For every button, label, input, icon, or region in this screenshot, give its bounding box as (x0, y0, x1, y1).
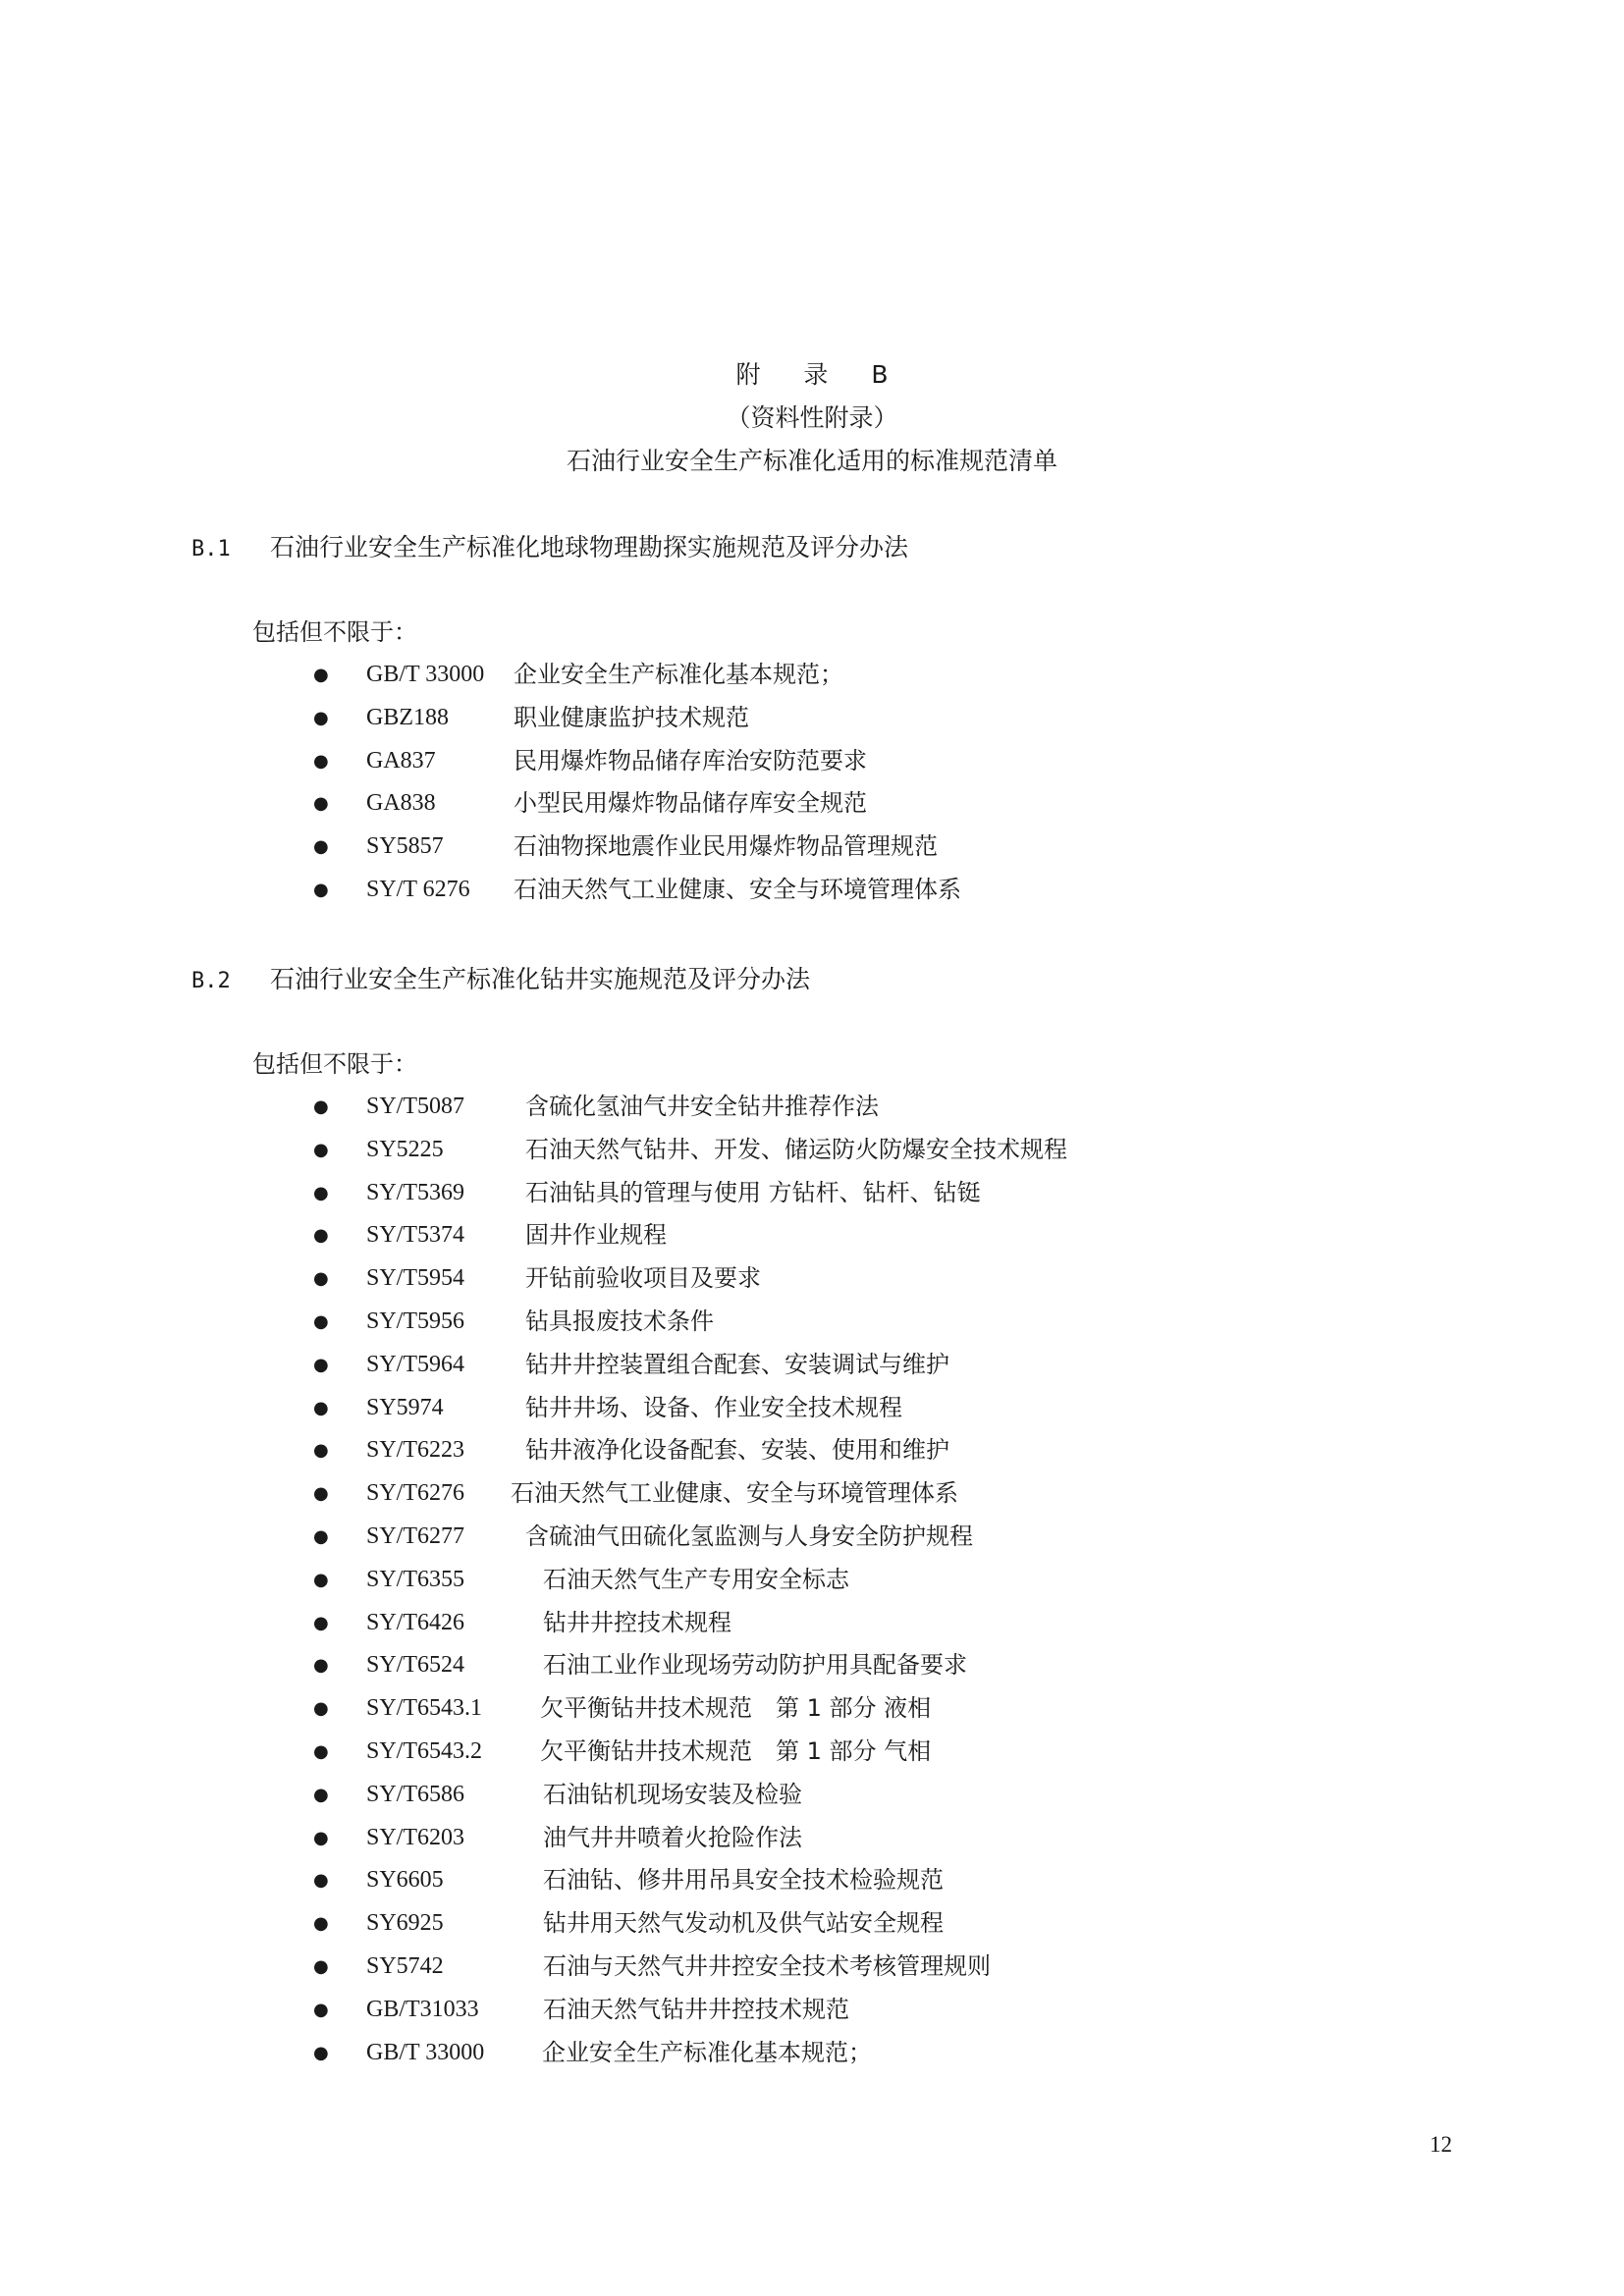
standard-code: SY/T6543.2 (366, 1737, 483, 1764)
standard-code: SY/T5954 (366, 1265, 465, 1292)
bullet-icon: ● (313, 793, 329, 815)
list-item (191, 1516, 1468, 1559)
bullet-icon: ● (313, 1182, 329, 1203)
standards-list (191, 1086, 1468, 2074)
standard-code: SY/T6586 (366, 1781, 465, 1807)
standard-title: 小型民用爆炸物品储存库安全规范 (514, 789, 867, 818)
list-item (191, 740, 1468, 783)
standard-title: 石油物探地震作业民用爆炸物品管理规范 (514, 832, 938, 861)
standard-title: 含硫化氢油气井安全钻井推荐作法 (525, 1093, 879, 1120)
list-item (191, 1257, 1468, 1301)
standard-code: SY/T6355 (366, 1566, 465, 1592)
bullet-icon: ● (313, 1655, 329, 1677)
standard-code: SY5742 (366, 1952, 444, 1979)
standard-code: SY/T5964 (366, 1351, 465, 1377)
list-item (191, 1902, 1468, 1946)
bullet-icon: ● (313, 1440, 329, 1462)
section-b2 (191, 960, 1468, 2074)
bullet-icon: ● (313, 1268, 329, 1290)
list-item (191, 1859, 1468, 1902)
standard-title: 欠平衡钻井技术规范 第 1 部分 液相 (540, 1694, 932, 1723)
standard-title: 含硫油气田硫化氢监测与人身安全防护规程 (525, 1522, 973, 1550)
list-item (191, 1559, 1468, 1602)
bullet-icon: ● (313, 750, 329, 772)
list-item (191, 654, 1468, 697)
standards-list (191, 654, 1468, 912)
section-number: B.1 (191, 537, 231, 561)
standard-title: 石油天然气工业健康、安全与环境管理体系 (514, 875, 961, 903)
bullet-icon: ● (313, 1397, 329, 1418)
standard-title: 石油工业作业现场劳动防护用具配备要求 (543, 1651, 967, 1680)
section-intro: 包括但不限于： (252, 1050, 417, 1078)
bullet-icon: ● (313, 1525, 329, 1547)
list-item (191, 782, 1468, 826)
standard-code: GA838 (366, 790, 436, 817)
standard-title: 石油钻、修井用吊具安全技术检验规范 (543, 1866, 944, 1895)
list-item (191, 1301, 1468, 1344)
standard-code: SY/T5374 (366, 1222, 465, 1249)
list-item (191, 1602, 1468, 1645)
standard-code: SY5974 (366, 1394, 444, 1420)
bullet-icon: ● (313, 1870, 329, 1892)
bullet-icon: ● (313, 1569, 329, 1590)
list-item (191, 1687, 1468, 1731)
standard-code: SY/T6543.1 (366, 1695, 483, 1722)
standard-code: SY5225 (366, 1136, 444, 1162)
list-item (191, 1214, 1468, 1257)
standard-title: 开钻前验收项目及要求 (525, 1264, 761, 1293)
standard-title: 石油天然气钻井、开发、储运防火防爆安全技术规程 (525, 1135, 1067, 1163)
standard-code: GBZ188 (366, 704, 449, 730)
standard-title: 企业安全生产标准化基本规范； (514, 661, 843, 688)
bullet-icon: ● (313, 1784, 329, 1805)
bullet-icon: ● (313, 1698, 329, 1720)
standard-title: 钻井井控装置组合配套、安装调试与维护 (525, 1350, 949, 1378)
list-item (191, 1387, 1468, 1430)
standard-code: SY/T5087 (366, 1094, 465, 1119)
standard-code: SY/T6426 (366, 1609, 465, 1635)
bullet-icon: ● (313, 2042, 329, 2063)
standard-title: 钻井井场、设备、作业安全技术规程 (525, 1393, 902, 1421)
standard-title: 石油天然气钻井井控技术规范 (543, 1995, 849, 2023)
standard-code: SY/T6223 (366, 1437, 465, 1464)
section-intro: 包括但不限于： (252, 618, 417, 646)
standard-title: 民用爆炸物品储存库治安防范要求 (514, 746, 867, 774)
standard-title: 钻具报废技术条件 (525, 1307, 714, 1335)
list-item (191, 1774, 1468, 1817)
bullet-icon: ● (313, 1955, 329, 1977)
standard-title: 石油天然气生产专用安全标志 (543, 1565, 849, 1593)
standard-title: 企业安全生产标准化基本规范； (542, 2038, 872, 2066)
appendix-title: 石油行业安全生产标准化适用的标准规范清单 (566, 447, 1057, 475)
list-item (191, 1344, 1468, 1387)
appendix-nature: （资料性附录） (726, 403, 898, 432)
list-item (191, 1946, 1468, 1989)
appendix-label: 附 录 B (735, 360, 906, 389)
section-number: B.2 (191, 969, 231, 993)
standard-code: SY6605 (366, 1867, 444, 1894)
standard-code: SY5857 (366, 833, 444, 860)
standard-title: 石油钻具的管理与使用 方钻杆、钻杆、钻铤 (525, 1178, 981, 1206)
section-b1 (191, 528, 1468, 912)
bullet-icon: ● (313, 1096, 329, 1117)
bullet-icon: ● (313, 1483, 329, 1505)
standard-code: GA837 (366, 747, 436, 774)
bullet-icon: ● (313, 1740, 329, 1762)
section-title-text: 石油行业安全生产标准化地球物理勘探实施规范及评分办法 (270, 533, 909, 561)
standard-code: SY/T5369 (366, 1179, 465, 1205)
list-item (191, 1429, 1468, 1472)
list-item (191, 869, 1468, 912)
standard-title: 石油钻机现场安装及检验 (543, 1780, 802, 1808)
standard-title: 石油与天然气井井控安全技术考核管理规则 (543, 1951, 991, 1980)
standard-title: 钻井用天然气发动机及供气站安全规程 (543, 1909, 944, 1938)
bullet-icon: ● (313, 1310, 329, 1332)
standard-title: 固井作业规程 (525, 1221, 667, 1250)
list-item (191, 1472, 1468, 1516)
section-title-text: 石油行业安全生产标准化钻井实施规范及评分办法 (270, 965, 811, 993)
standard-code: SY/T6524 (366, 1652, 465, 1679)
bullet-icon: ● (313, 707, 329, 728)
section-title (191, 960, 1468, 999)
bullet-icon: ● (313, 836, 329, 858)
list-item (191, 1172, 1468, 1215)
bullet-icon: ● (313, 665, 329, 685)
bullet-icon: ● (313, 1827, 329, 1848)
list-item (191, 1644, 1468, 1687)
standard-title: 钻井井控技术规程 (543, 1608, 731, 1636)
standard-code: GB/T 33000 (366, 662, 485, 687)
standard-title: 钻井液净化设备配套、安装、使用和维护 (525, 1436, 949, 1465)
standard-title: 欠平衡钻井技术规范 第 1 部分 气相 (540, 1736, 932, 1765)
standard-title: 职业健康监护技术规范 (514, 703, 749, 731)
list-item (191, 826, 1468, 869)
list-item (191, 697, 1468, 740)
appendix-heading (0, 353, 1624, 483)
standard-code: SY/T5956 (366, 1308, 465, 1334)
list-item (191, 1989, 1468, 2032)
bullet-icon: ● (313, 1354, 329, 1375)
standard-code: GB/T 33000 (366, 2039, 485, 2065)
standard-code: SY6925 (366, 1910, 444, 1937)
standard-title: 油气井井喷着火抢险作法 (543, 1823, 802, 1851)
list-item (191, 1731, 1468, 1774)
standard-title: 石油天然气工业健康、安全与环境管理体系 (511, 1479, 958, 1508)
bullet-icon: ● (313, 1999, 329, 2020)
bullet-icon: ● (313, 1225, 329, 1247)
bullet-icon: ● (313, 1612, 329, 1633)
bullet-icon: ● (313, 1913, 329, 1935)
bullet-icon: ● (313, 879, 329, 900)
bullet-icon: ● (313, 1139, 329, 1160)
standard-code: SY/T6276 (366, 1480, 465, 1507)
standard-code: SY/T6203 (366, 1824, 465, 1850)
list-item (191, 1817, 1468, 1860)
standard-code: SY/T6277 (366, 1522, 465, 1549)
section-title (191, 528, 1468, 567)
standard-code: GB/T31033 (366, 1996, 479, 2022)
list-item (191, 2032, 1468, 2075)
list-item (191, 1129, 1468, 1172)
list-item (191, 1086, 1468, 1129)
page-number: 12 (1430, 2132, 1452, 2157)
standard-code: SY/T 6276 (366, 876, 470, 902)
